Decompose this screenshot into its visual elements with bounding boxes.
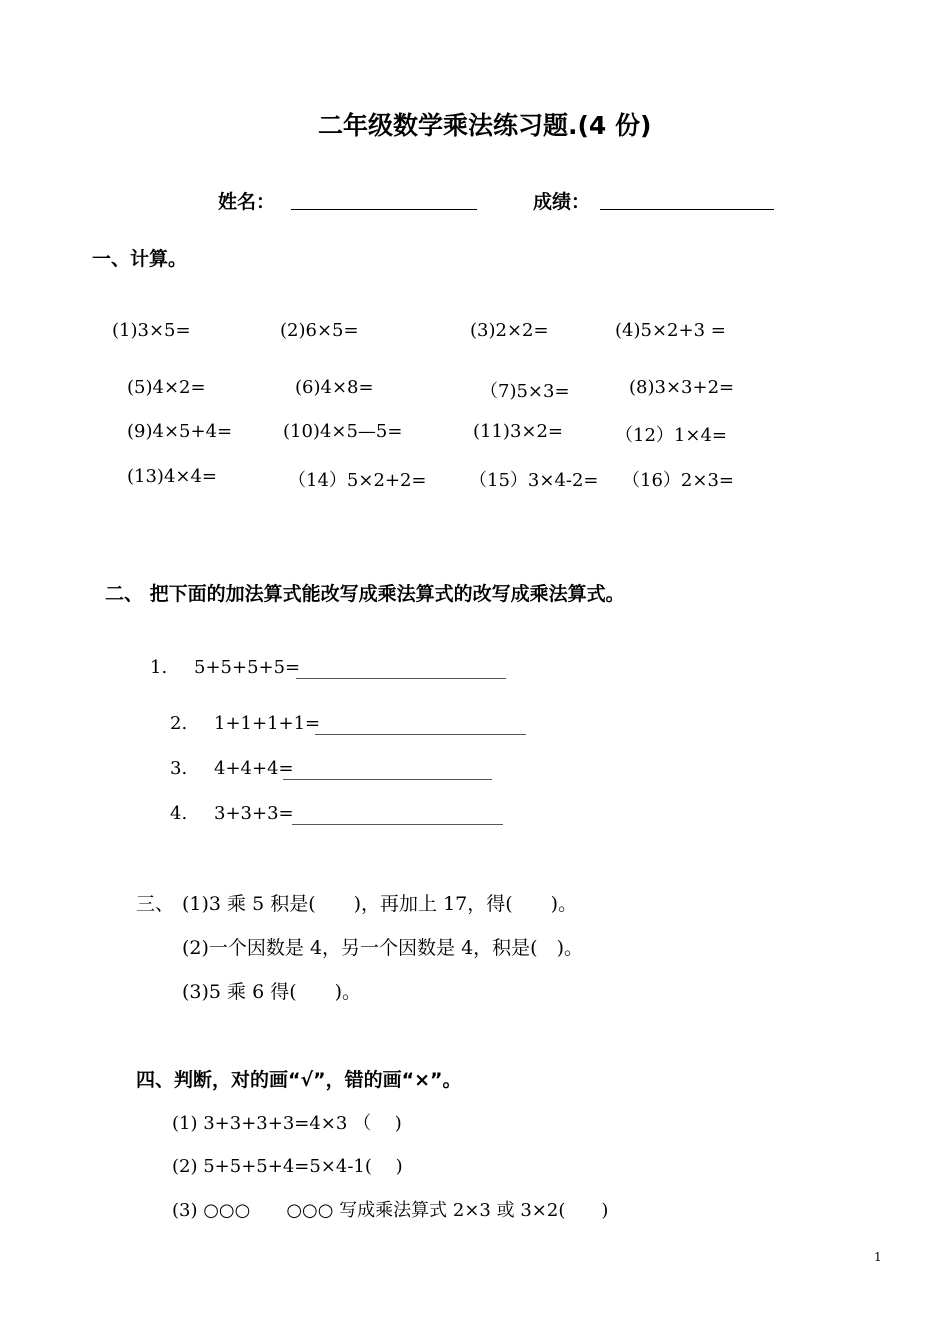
calc-item: （15）3×4-2= [469, 470, 599, 491]
calc-item: (9)4×5+4= [127, 421, 233, 442]
list-item-number: 4. [170, 803, 188, 824]
list-item-expression: 4+4+4= [214, 758, 294, 779]
calc-item: （7)5×3= [480, 381, 570, 402]
calc-item: （16）2×3= [622, 470, 734, 491]
list-item-expression: 5+5+5+5= [194, 657, 301, 678]
judge-item: (1) 3+3+3+3=4×3 （ ) [172, 1113, 402, 1134]
calc-item: (10)4×5—5= [283, 421, 403, 442]
list-item-number: 3. [170, 758, 188, 779]
calc-item: (13)4×4= [127, 466, 218, 487]
list-item-expression: 1+1+1+1= [214, 713, 321, 734]
calc-item: (2)6×5= [280, 320, 359, 341]
list-item-number: 2. [170, 713, 188, 734]
calc-item: (8)3×3+2= [629, 377, 735, 398]
score-blank-line[interactable] [600, 208, 774, 210]
name-label: 姓名： [218, 191, 276, 213]
section2-heading: 二、 把下面的加法算式能改写成乘法算式的改写成乘法算式。 [105, 583, 625, 605]
question-text: (1)3 乘 5 积是( )，再加上 17，得( )。 [182, 893, 578, 915]
section3-prefix: 三、 [136, 893, 175, 915]
answer-blank-line[interactable] [283, 778, 492, 780]
judge-item: (2) 5+5+5+4=5×4-1( ) [172, 1156, 403, 1177]
calc-item: (1)3×5= [112, 320, 191, 341]
answer-blank-line[interactable] [296, 677, 506, 679]
judge-item: (3) ○○○ ○○○ 写成乘法算式 2×3 或 3×2( ) [172, 1200, 609, 1221]
calc-item: (3)2×2= [470, 320, 549, 341]
page-title: 二年级数学乘法练习题.(4 份) [318, 111, 652, 140]
name-blank-line[interactable] [291, 208, 477, 210]
list-item-number: 1. [150, 657, 168, 678]
question-text: (2)一个因数是 4，另一个因数是 4，积是( )。 [182, 937, 583, 959]
question-text: (3)5 乘 6 得( )。 [182, 981, 362, 1003]
calc-item: (11)3×2= [473, 421, 564, 442]
calc-item: (5)4×2= [127, 377, 206, 398]
answer-blank-line[interactable] [292, 823, 503, 825]
calc-item: (4)5×2+3 = [615, 320, 726, 341]
calc-item: (6)4×8= [295, 377, 374, 398]
list-item-expression: 3+3+3= [214, 803, 294, 824]
score-label: 成绩： [533, 191, 591, 213]
calc-item: （14）5×2+2= [288, 470, 427, 491]
calc-item: （12）1×4= [615, 425, 727, 446]
section4-heading: 四、判断，对的画“√”，错的画“×”。 [136, 1069, 462, 1091]
section1-heading: 一、计算。 [92, 248, 188, 270]
answer-blank-line[interactable] [315, 733, 526, 735]
page-number: 1 [874, 1250, 882, 1264]
